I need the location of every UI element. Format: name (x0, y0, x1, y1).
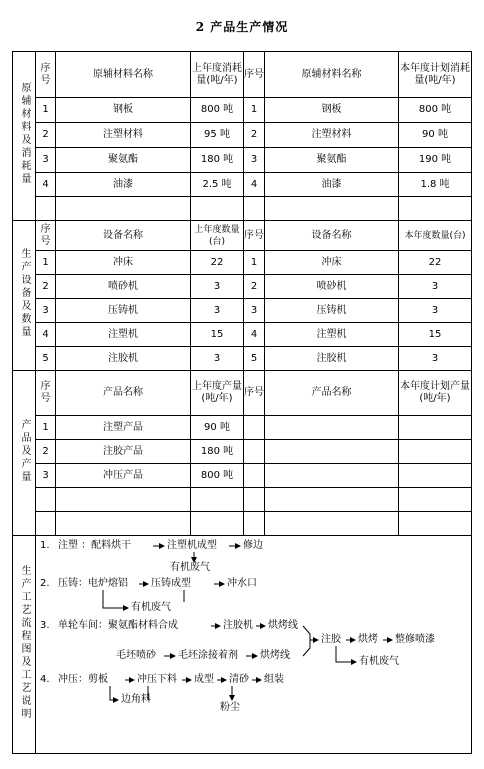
flow-step: 注塑 ：配料烘干 (58, 540, 132, 551)
col-header-last-year: 上年度产量(吨/年) (191, 371, 244, 416)
cell: 1 (36, 416, 56, 440)
cell: 800 吨 (399, 98, 472, 123)
col-header-product-name: 产品名称 (265, 371, 399, 416)
cell: 3 (36, 464, 56, 488)
cell: 2 (244, 123, 265, 148)
cell: 注塑材料 (56, 123, 191, 148)
cell: 4 (244, 323, 265, 347)
cell: 注胶产品 (56, 440, 191, 464)
cell: 2 (244, 275, 265, 299)
cell: 1.8 吨 (399, 173, 472, 197)
table-row (13, 299, 472, 323)
cell: 3 (36, 299, 56, 323)
materials-section-label: 原辅材料及消耗量 (13, 52, 36, 221)
equipment-header-row (13, 221, 472, 251)
table-row (13, 323, 472, 347)
process-section-label: 生产工艺流程图及工艺说明 (13, 536, 36, 754)
flow-step: 修边 (243, 540, 263, 551)
col-header-index: 序号 (36, 371, 56, 416)
col-header-index: 序号 (244, 371, 265, 416)
table-row (13, 347, 472, 371)
cell: 压铸机 (56, 299, 191, 323)
cell: 1 (36, 251, 56, 275)
cell: 冲压产品 (56, 464, 191, 488)
table-row (13, 440, 472, 464)
cell: 1 (244, 98, 265, 123)
flow-step: 冲压：剪板 (58, 674, 108, 685)
cell: 注塑机 (56, 323, 191, 347)
production-table (12, 51, 472, 754)
table-row-empty (13, 488, 472, 512)
cell: 2.5 吨 (191, 173, 244, 197)
cell: 3 (244, 148, 265, 173)
col-header-index: 序号 (244, 52, 265, 98)
col-header-equipment-name: 设备名称 (56, 221, 191, 251)
flow-step: 烘烤 (358, 634, 378, 645)
cell: 聚氨酯 (56, 148, 191, 173)
cell: 注塑机 (265, 323, 399, 347)
flow-step: 清砂 (229, 674, 249, 685)
cell: 压铸机 (265, 299, 399, 323)
process-flow-diagram (36, 536, 472, 754)
flow-waste: 有机废气 (359, 656, 399, 667)
table-row (13, 173, 472, 197)
cell: 15 (191, 323, 244, 347)
cell (265, 416, 399, 440)
col-header-this-year: 本年度数量(台) (399, 221, 472, 251)
table-row (13, 148, 472, 173)
cell: 5 (244, 347, 265, 371)
cell: 冲床 (56, 251, 191, 275)
cell: 喷砂机 (56, 275, 191, 299)
cell: 180 吨 (191, 440, 244, 464)
flow-waste: 有机废气 (170, 562, 210, 573)
cell: 油漆 (56, 173, 191, 197)
cell: 3 (399, 275, 472, 299)
flow-step: 毛坯喷砂 (116, 650, 156, 661)
cell: 2 (36, 123, 56, 148)
table-row (13, 464, 472, 488)
flow-waste: 粉尘 (220, 702, 240, 713)
table-row-empty (13, 197, 472, 221)
flow-waste: 边角料 (121, 694, 151, 705)
cell: 4 (36, 323, 56, 347)
flow-step: 烘烤线 (260, 650, 290, 661)
table-row (13, 416, 472, 440)
col-header-material-name: 原辅材料名称 (56, 52, 191, 98)
cell: 钢板 (56, 98, 191, 123)
cell: 1 (36, 98, 56, 123)
cell: 注塑产品 (56, 416, 191, 440)
cell (244, 464, 265, 488)
cell: 4 (36, 173, 56, 197)
table-row (13, 98, 472, 123)
cell (399, 464, 472, 488)
cell (244, 440, 265, 464)
products-header-row (13, 371, 472, 416)
flow-step: 毛坯涂接着剂 (178, 650, 238, 661)
cell: 4 (244, 173, 265, 197)
col-header-index: 序号 (36, 221, 56, 251)
cell: 800 吨 (191, 464, 244, 488)
flow-step: 成型 (194, 674, 214, 685)
cell: 90 吨 (399, 123, 472, 148)
cell: 1 (244, 251, 265, 275)
cell: 800 吨 (191, 98, 244, 123)
table-row (13, 251, 472, 275)
step-number: 1. (40, 540, 50, 551)
page-title: 2 产品生产情况 (195, 20, 289, 34)
cell: 2 (36, 275, 56, 299)
equipment-section-label: 生产设备及数量 (13, 221, 36, 371)
flow-step: 压铸成型 (151, 578, 191, 589)
col-header-product-name: 产品名称 (56, 371, 191, 416)
cell: 3 (399, 299, 472, 323)
col-header-last-year: 上年度数量(台) (191, 221, 244, 251)
step-number: 4. (40, 674, 50, 685)
cell: 22 (399, 251, 472, 275)
flow-step: 冲压下料 (137, 674, 177, 685)
cell: 22 (191, 251, 244, 275)
flow-step: 注胶 (321, 634, 341, 645)
cell (265, 440, 399, 464)
cell (244, 416, 265, 440)
flow-step: 烘烤线 (268, 620, 298, 631)
process-row (13, 536, 472, 754)
cell: 190 吨 (399, 148, 472, 173)
cell: 喷砂机 (265, 275, 399, 299)
col-header-this-year: 本年度计划产量(吨/年) (399, 371, 472, 416)
col-header-last-year: 上年度消耗量(吨/年) (191, 52, 244, 98)
cell: 3 (191, 347, 244, 371)
table-row-empty (13, 512, 472, 536)
flow-step: 整修喷漆 (395, 634, 435, 645)
cell: 3 (399, 347, 472, 371)
cell: 注胶机 (265, 347, 399, 371)
flow-step: 冲水口 (227, 578, 257, 589)
cell: 3 (36, 148, 56, 173)
cell: 15 (399, 323, 472, 347)
col-header-index: 序号 (244, 221, 265, 251)
cell: 钢板 (265, 98, 399, 123)
table-row (13, 275, 472, 299)
step-number: 2. (40, 578, 50, 589)
col-header-material-name: 原辅材料名称 (265, 52, 399, 98)
table-row (13, 123, 472, 148)
cell: 90 吨 (191, 416, 244, 440)
cell: 注胶机 (56, 347, 191, 371)
flow-step: 注塑机成型 (167, 540, 217, 551)
cell: 油漆 (265, 173, 399, 197)
cell (399, 440, 472, 464)
cell: 3 (244, 299, 265, 323)
step-number: 3. (40, 620, 50, 631)
cell: 180 吨 (191, 148, 244, 173)
col-header-equipment-name: 设备名称 (265, 221, 399, 251)
flow-step: 压铸：电炉熔铝 (58, 578, 128, 589)
cell: 5 (36, 347, 56, 371)
products-section-label: 产品及产量 (13, 371, 36, 536)
col-header-this-year: 本年度计划消耗量(吨/年) (399, 52, 472, 98)
cell: 注塑材料 (265, 123, 399, 148)
col-header-index: 序号 (36, 52, 56, 98)
materials-header-row (13, 52, 472, 98)
cell: 3 (191, 299, 244, 323)
flow-waste: 有机废气 (131, 602, 171, 613)
cell: 95 吨 (191, 123, 244, 148)
cell (265, 464, 399, 488)
cell: 3 (191, 275, 244, 299)
cell (399, 416, 472, 440)
cell: 聚氨酯 (265, 148, 399, 173)
flow-step: 注胶机 (223, 620, 253, 631)
flow-step: 组装 (264, 674, 284, 685)
cell: 2 (36, 440, 56, 464)
cell: 冲床 (265, 251, 399, 275)
flow-step: 单轮车间：聚氨酯材料合成 (58, 620, 178, 631)
